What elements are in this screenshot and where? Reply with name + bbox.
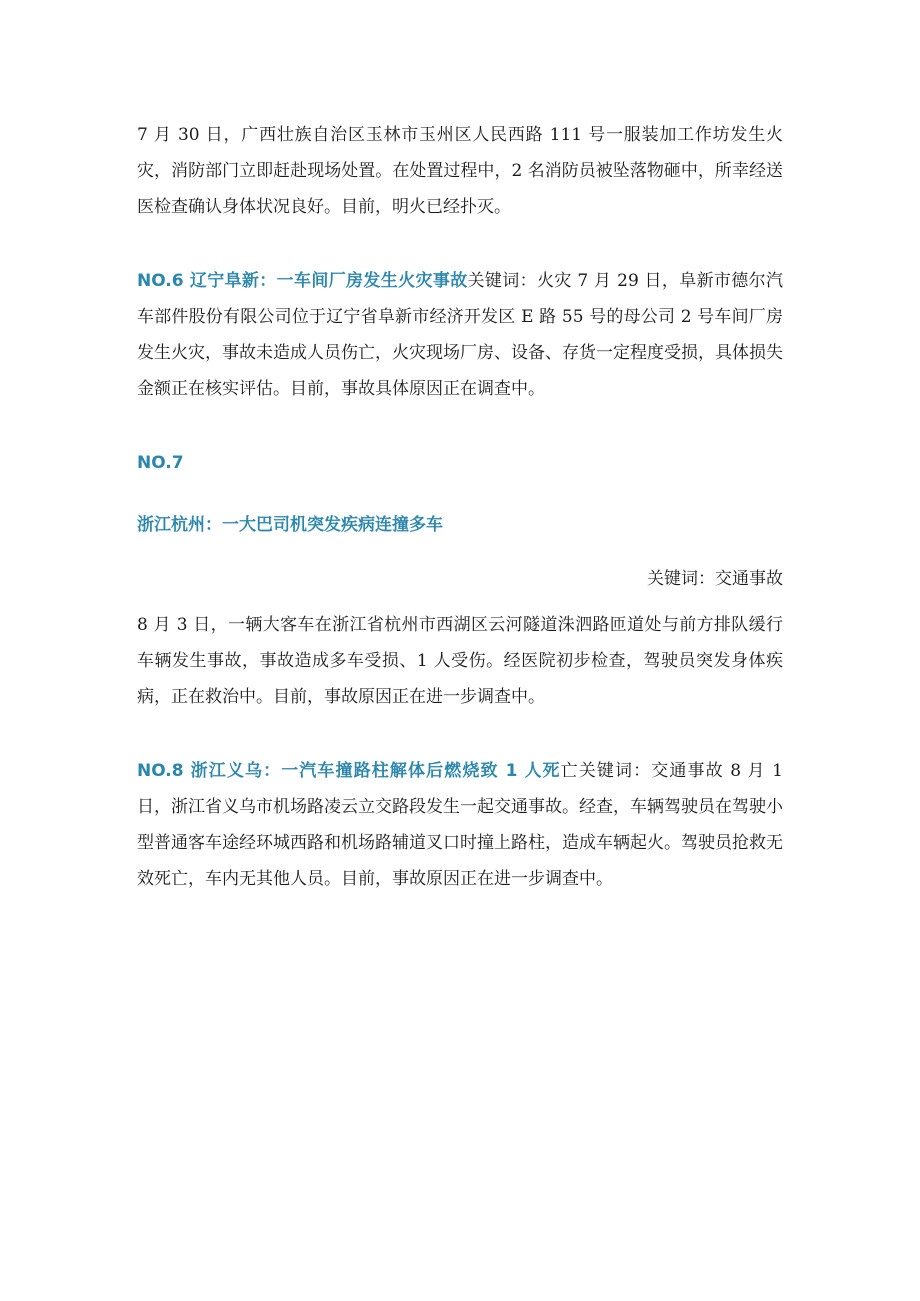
no7-title: 浙江杭州：一大巴司机突发疾病连撞多车 [137, 515, 443, 535]
no7-body: 8 月 3 日，一辆大客车在浙江省杭州市西湖区云河隧道洙泗路匝道处与前方排队缓行车辆发生事故，事故造成多车受损、1 人受伤。经医院初步检查，驾驶员突发身体疾病，正在救治中。目前，事故原因正在进一步调查中。 [137, 615, 783, 707]
spacer [137, 481, 783, 507]
spacer [137, 407, 783, 445]
spacer [137, 597, 783, 607]
no8-body: 亡关键词：交通事故 8 月 1 日，浙江省义乌市机场路凌云立交路段发生一起交通事故。经查，车辆驾驶员在驾驶小型普通客车途经环城西路和机场路辅道叉口时撞上路柱，造成车辆起火。驾驶员抢救无效死亡，车内无其他人员。目前，事故原因正在进一步调查中。 [137, 761, 783, 889]
no8-paragraph [137, 753, 783, 897]
no6-body: 关键词：火灾 7 月 29 日，阜新市德尔汽车部件股份有限公司位于辽宁省阜新市经济开发区 E 路 55 号的母公司 2 号车间厂房发生火灾，事故未造成人员伤亡，火灾现场厂房、设备、存货一定程度受损，具体损失金额正在核实评估。目前，事故具体原因正在调查中。 [137, 271, 783, 399]
no7-keyword: 关键词：交通事故 [647, 569, 783, 589]
spacer [137, 715, 783, 753]
spacer [137, 543, 783, 561]
no6-paragraph [137, 263, 783, 407]
spacer [137, 225, 783, 263]
no6-heading: NO.6 辽宁阜新：一车间厂房发生火灾事故 [137, 271, 468, 291]
intro-paragraph: 7 月 30 日，广西壮族自治区玉林市玉州区人民西路 111 号一服装加工作坊发生火灾，消防部门立即赶赴现场处置。在处置过程中，2 名消防员被坠落物砸中，所幸经送医检查确认身体状况良好。目前，明火已经扑灭。 [137, 125, 783, 217]
no7-number: NO.7 [137, 453, 184, 473]
no8-heading: NO.8 浙江义乌：一汽车撞路柱解体后燃烧致 1 人死 [137, 761, 561, 781]
document-page [137, 117, 783, 897]
